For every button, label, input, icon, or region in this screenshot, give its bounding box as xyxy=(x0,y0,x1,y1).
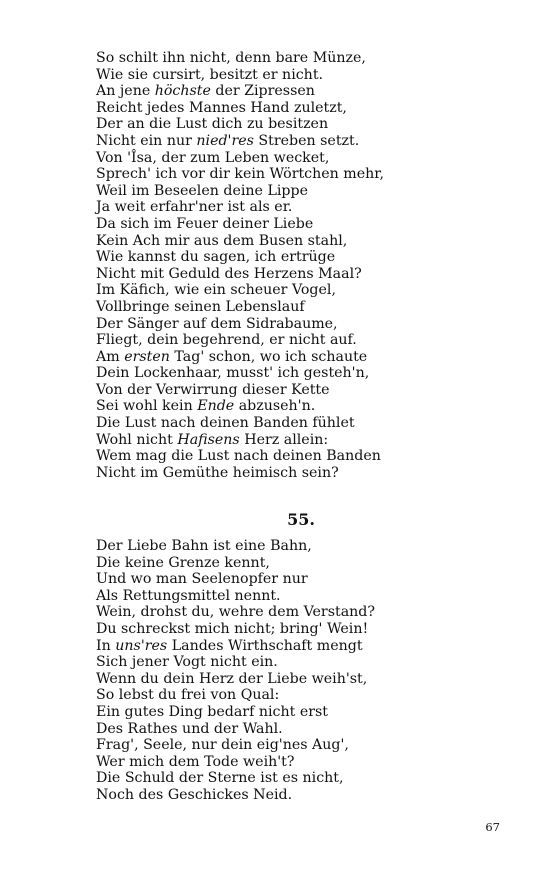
verse-text: Im Käfich, wie ein scheuer Vogel, xyxy=(96,282,336,299)
verse-text: Von der Verwirrung dieser Kette xyxy=(96,381,330,398)
verse-line xyxy=(96,67,496,84)
verse-text: Die Lust nach deinen Banden fühlet xyxy=(96,415,355,432)
verse-line xyxy=(96,721,496,738)
verse-text: ersten xyxy=(124,348,170,365)
verse-line xyxy=(96,183,496,200)
verse-text: Ja weit erfahr'ner ist als er. xyxy=(96,199,293,216)
verse-text: Sich jener Vogt nicht ein. xyxy=(96,654,278,671)
poem-55-body xyxy=(96,538,496,804)
verse-text: Fliegt, dein begehrend, er nicht auf. xyxy=(96,332,357,349)
verse-line xyxy=(96,571,496,588)
verse-text: Herz allein: xyxy=(239,431,329,448)
verse-line xyxy=(96,621,496,638)
verse-line xyxy=(96,448,496,465)
verse-text: Nicht mit Geduld des Herzens Maal? xyxy=(96,265,362,282)
verse-text: Nicht im Gemüthe heimisch sein? xyxy=(96,464,339,481)
verse-line xyxy=(96,150,496,167)
verse-line xyxy=(96,299,496,316)
verse-line xyxy=(96,249,496,266)
verse-line xyxy=(96,100,496,117)
verse-text: Tag' schon, wo ich schaute xyxy=(169,348,368,365)
verse-text: Reicht jedes Mannes Hand zuletzt, xyxy=(96,99,347,116)
verse-line xyxy=(96,415,496,432)
verse-text: Frag', Seele, nur dein eig'nes Aug', xyxy=(96,737,349,754)
verse-text: So schilt ihn nicht, denn bare Münze, xyxy=(96,50,366,66)
verse-text: Die keine Grenze kennt, xyxy=(96,554,270,571)
verse-text: Der Liebe Bahn ist eine Bahn, xyxy=(96,538,312,554)
verse-line xyxy=(96,770,496,787)
verse-line xyxy=(96,316,496,333)
verse-line xyxy=(96,382,496,399)
verse-line xyxy=(96,332,496,349)
verse-text: Wie kannst du sagen, ich ertrüge xyxy=(96,249,336,266)
verse-text: Du schreckst mich nicht; bring' Wein! xyxy=(96,620,369,637)
verse-line xyxy=(96,754,496,771)
verse-line xyxy=(96,233,496,250)
verse-text: Ende xyxy=(197,398,235,415)
verse-line xyxy=(96,398,496,415)
verse-line xyxy=(96,166,496,183)
verse-text: höchste xyxy=(154,83,211,100)
verse-text: Dein Lockenhaar, musst' ich gesteh'n, xyxy=(96,365,370,382)
verse-line xyxy=(96,465,496,482)
verse-line xyxy=(96,199,496,216)
verse-line xyxy=(96,671,496,688)
verse-line xyxy=(96,349,496,366)
verse-text: Noch des Geschickes Neid. xyxy=(96,786,293,803)
verse-text: Vollbringe seinen Lebenslauf xyxy=(96,298,305,315)
verse-line xyxy=(96,282,496,299)
verse-text: Am xyxy=(96,348,125,365)
verse-text: Wem mag die Lust nach deinen Banden xyxy=(96,448,381,465)
verse-text: Wenn du dein Herz der Liebe weih'st, xyxy=(96,670,368,687)
verse-text: Nicht ein nur xyxy=(96,132,197,149)
verse-line xyxy=(96,588,496,605)
verse-line xyxy=(96,737,496,754)
verse-text: Sei wohl kein xyxy=(96,398,198,415)
verse-text: Die Schuld der Sterne ist es nicht, xyxy=(96,770,344,787)
verse-line xyxy=(96,365,496,382)
verse-text: Ein gutes Ding bedarf nicht erst xyxy=(96,703,328,720)
verse-text: Wer mich dem Tode weih't? xyxy=(96,753,295,770)
verse-line xyxy=(96,216,496,233)
verse-text: So lebst du frei von Qual: xyxy=(96,687,280,704)
verse-text: Als Rettungsmittel nennt. xyxy=(96,587,281,604)
verse-line xyxy=(96,787,496,804)
verse-text: Landes Wirthschaft mengt xyxy=(167,637,363,654)
verse-line xyxy=(96,687,496,704)
verse-line xyxy=(96,133,496,150)
verse-line xyxy=(96,555,496,572)
verse-text: der Zipressen xyxy=(210,83,315,100)
verse-line xyxy=(96,538,496,555)
poem-number-heading: 55. xyxy=(287,510,315,529)
verse-text: Des Rathes und der Wahl. xyxy=(96,720,283,737)
verse-text: abzuseh'n. xyxy=(234,398,316,415)
verse-text: Da sich im Feuer deiner Liebe xyxy=(96,215,314,232)
verse-line xyxy=(96,638,496,655)
verse-text: Wein, drohst du, wehre dem Verstand? xyxy=(96,604,375,621)
verse-line xyxy=(96,83,496,100)
verse-text: Weil im Beseelen deine Lippe xyxy=(96,182,308,199)
verse-text: nied'res xyxy=(196,132,254,149)
verse-line xyxy=(96,654,496,671)
verse-text: Von 'Îsa, der zum Leben wecket, xyxy=(96,149,330,166)
verse-text: uns'res xyxy=(115,637,168,654)
poem-continued xyxy=(96,50,496,481)
verse-text: In xyxy=(96,637,116,654)
verse-line xyxy=(96,116,496,133)
verse-text: An jene xyxy=(96,83,155,100)
verse-line xyxy=(96,50,496,67)
verse-text: Der an die Lust dich zu besitzen xyxy=(96,116,329,133)
verse-text: Hafisens xyxy=(177,431,240,448)
verse-line xyxy=(96,604,496,621)
verse-line xyxy=(96,432,496,449)
verse-text: Sprech' ich vor dir kein Wörtchen mehr, xyxy=(96,166,385,183)
page-number: 67 xyxy=(485,820,500,834)
verse-line xyxy=(96,704,496,721)
verse-line xyxy=(96,266,496,283)
verse-text: Der Sänger auf dem Sidrabaume, xyxy=(96,315,338,332)
verse-text: Und wo man Seelenopfer nur xyxy=(96,571,308,588)
verse-text: Streben setzt. xyxy=(253,132,360,149)
verse-text: Kein Ach mir aus dem Busen stahl, xyxy=(96,232,348,249)
verse-text: Wie sie cursirt, besitzt er nicht. xyxy=(96,66,324,83)
verse-text: Wohl nicht xyxy=(96,431,178,448)
